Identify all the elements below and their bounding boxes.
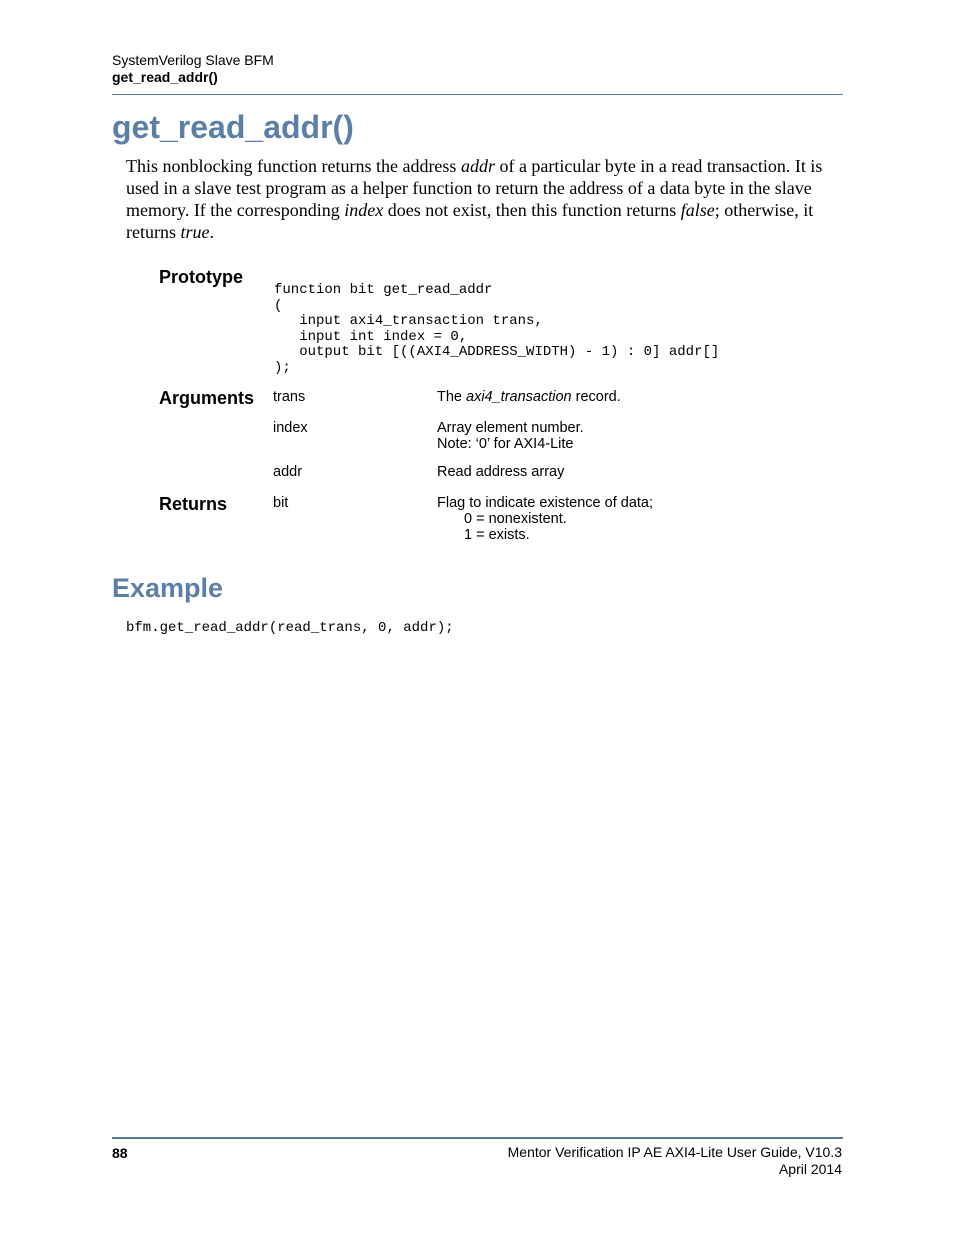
arg-name-index: index bbox=[273, 420, 308, 436]
arg-desc-addr: Read address array bbox=[437, 464, 565, 480]
header-section: SystemVerilog Slave BFM bbox=[112, 52, 274, 68]
intro-em-false: false bbox=[680, 200, 715, 220]
return-desc-line2: 0 = nonexistent. bbox=[464, 511, 567, 527]
page-number: 88 bbox=[112, 1145, 128, 1161]
example-code: bfm.get_read_addr(read_trans, 0, addr); bbox=[126, 620, 454, 636]
prototype-code: function bit get_read_addr ( input axi4_transaction trans, input int index = 0, output bit [((AXI4_ADDRESS_WIDTH) - 1) : 0] addr[] ); bbox=[274, 282, 720, 376]
return-type: bit bbox=[273, 495, 289, 511]
intro-em-true: true bbox=[180, 222, 210, 242]
intro-text-1: This nonblocking function returns the address bbox=[126, 156, 461, 176]
arg-desc-trans-pre: The bbox=[437, 389, 467, 405]
footer-info bbox=[508, 1144, 842, 1178]
arg-desc-index bbox=[437, 420, 584, 452]
footer-date: April 2014 bbox=[778, 1161, 842, 1177]
arg-desc-trans-post: record. bbox=[571, 389, 621, 405]
intro-text-4: ; otherwise, it returns bbox=[126, 200, 814, 242]
example-heading: Example bbox=[112, 573, 224, 603]
prototype-label: Prototype bbox=[159, 267, 244, 287]
arguments-label: Arguments bbox=[159, 388, 255, 408]
return-desc-line1: Flag to indicate existence of data; bbox=[437, 495, 654, 511]
header-subsection: get_read_addr() bbox=[112, 69, 218, 85]
returns-label: Returns bbox=[159, 494, 228, 514]
return-desc-line3: 1 = exists. bbox=[464, 527, 530, 543]
page-title: get_read_addr() bbox=[112, 109, 354, 145]
arg-desc-trans-em: axi4_transaction bbox=[466, 389, 572, 405]
arg-desc-trans bbox=[437, 389, 621, 405]
intro-paragraph bbox=[126, 155, 838, 243]
return-desc bbox=[437, 495, 653, 543]
intro-text-5: . bbox=[209, 222, 214, 242]
intro-em-addr: addr bbox=[460, 156, 495, 176]
arg-desc-index-line1: Array element number. bbox=[437, 420, 584, 436]
arg-name-addr: addr bbox=[273, 464, 303, 480]
running-header bbox=[112, 52, 842, 86]
intro-text-3: does not exist, then this function returns bbox=[383, 200, 681, 220]
footer-guide-title: Mentor Verification IP AE AXI4-Lite User Guide, V10.3 bbox=[507, 1144, 842, 1160]
arg-desc-index-line2: Note: ‘0’ for AXI4-Lite bbox=[437, 436, 574, 452]
intro-text-2: of a particular byte in a read transaction. It is used in a slave test program as a helper function to return the address of a data byte in the slave memory. If the corresponding bbox=[126, 156, 823, 220]
header-rule bbox=[112, 94, 843, 95]
intro-em-index: index bbox=[344, 200, 384, 220]
footer-rule bbox=[112, 1137, 843, 1139]
arg-name-trans: trans bbox=[273, 389, 306, 405]
